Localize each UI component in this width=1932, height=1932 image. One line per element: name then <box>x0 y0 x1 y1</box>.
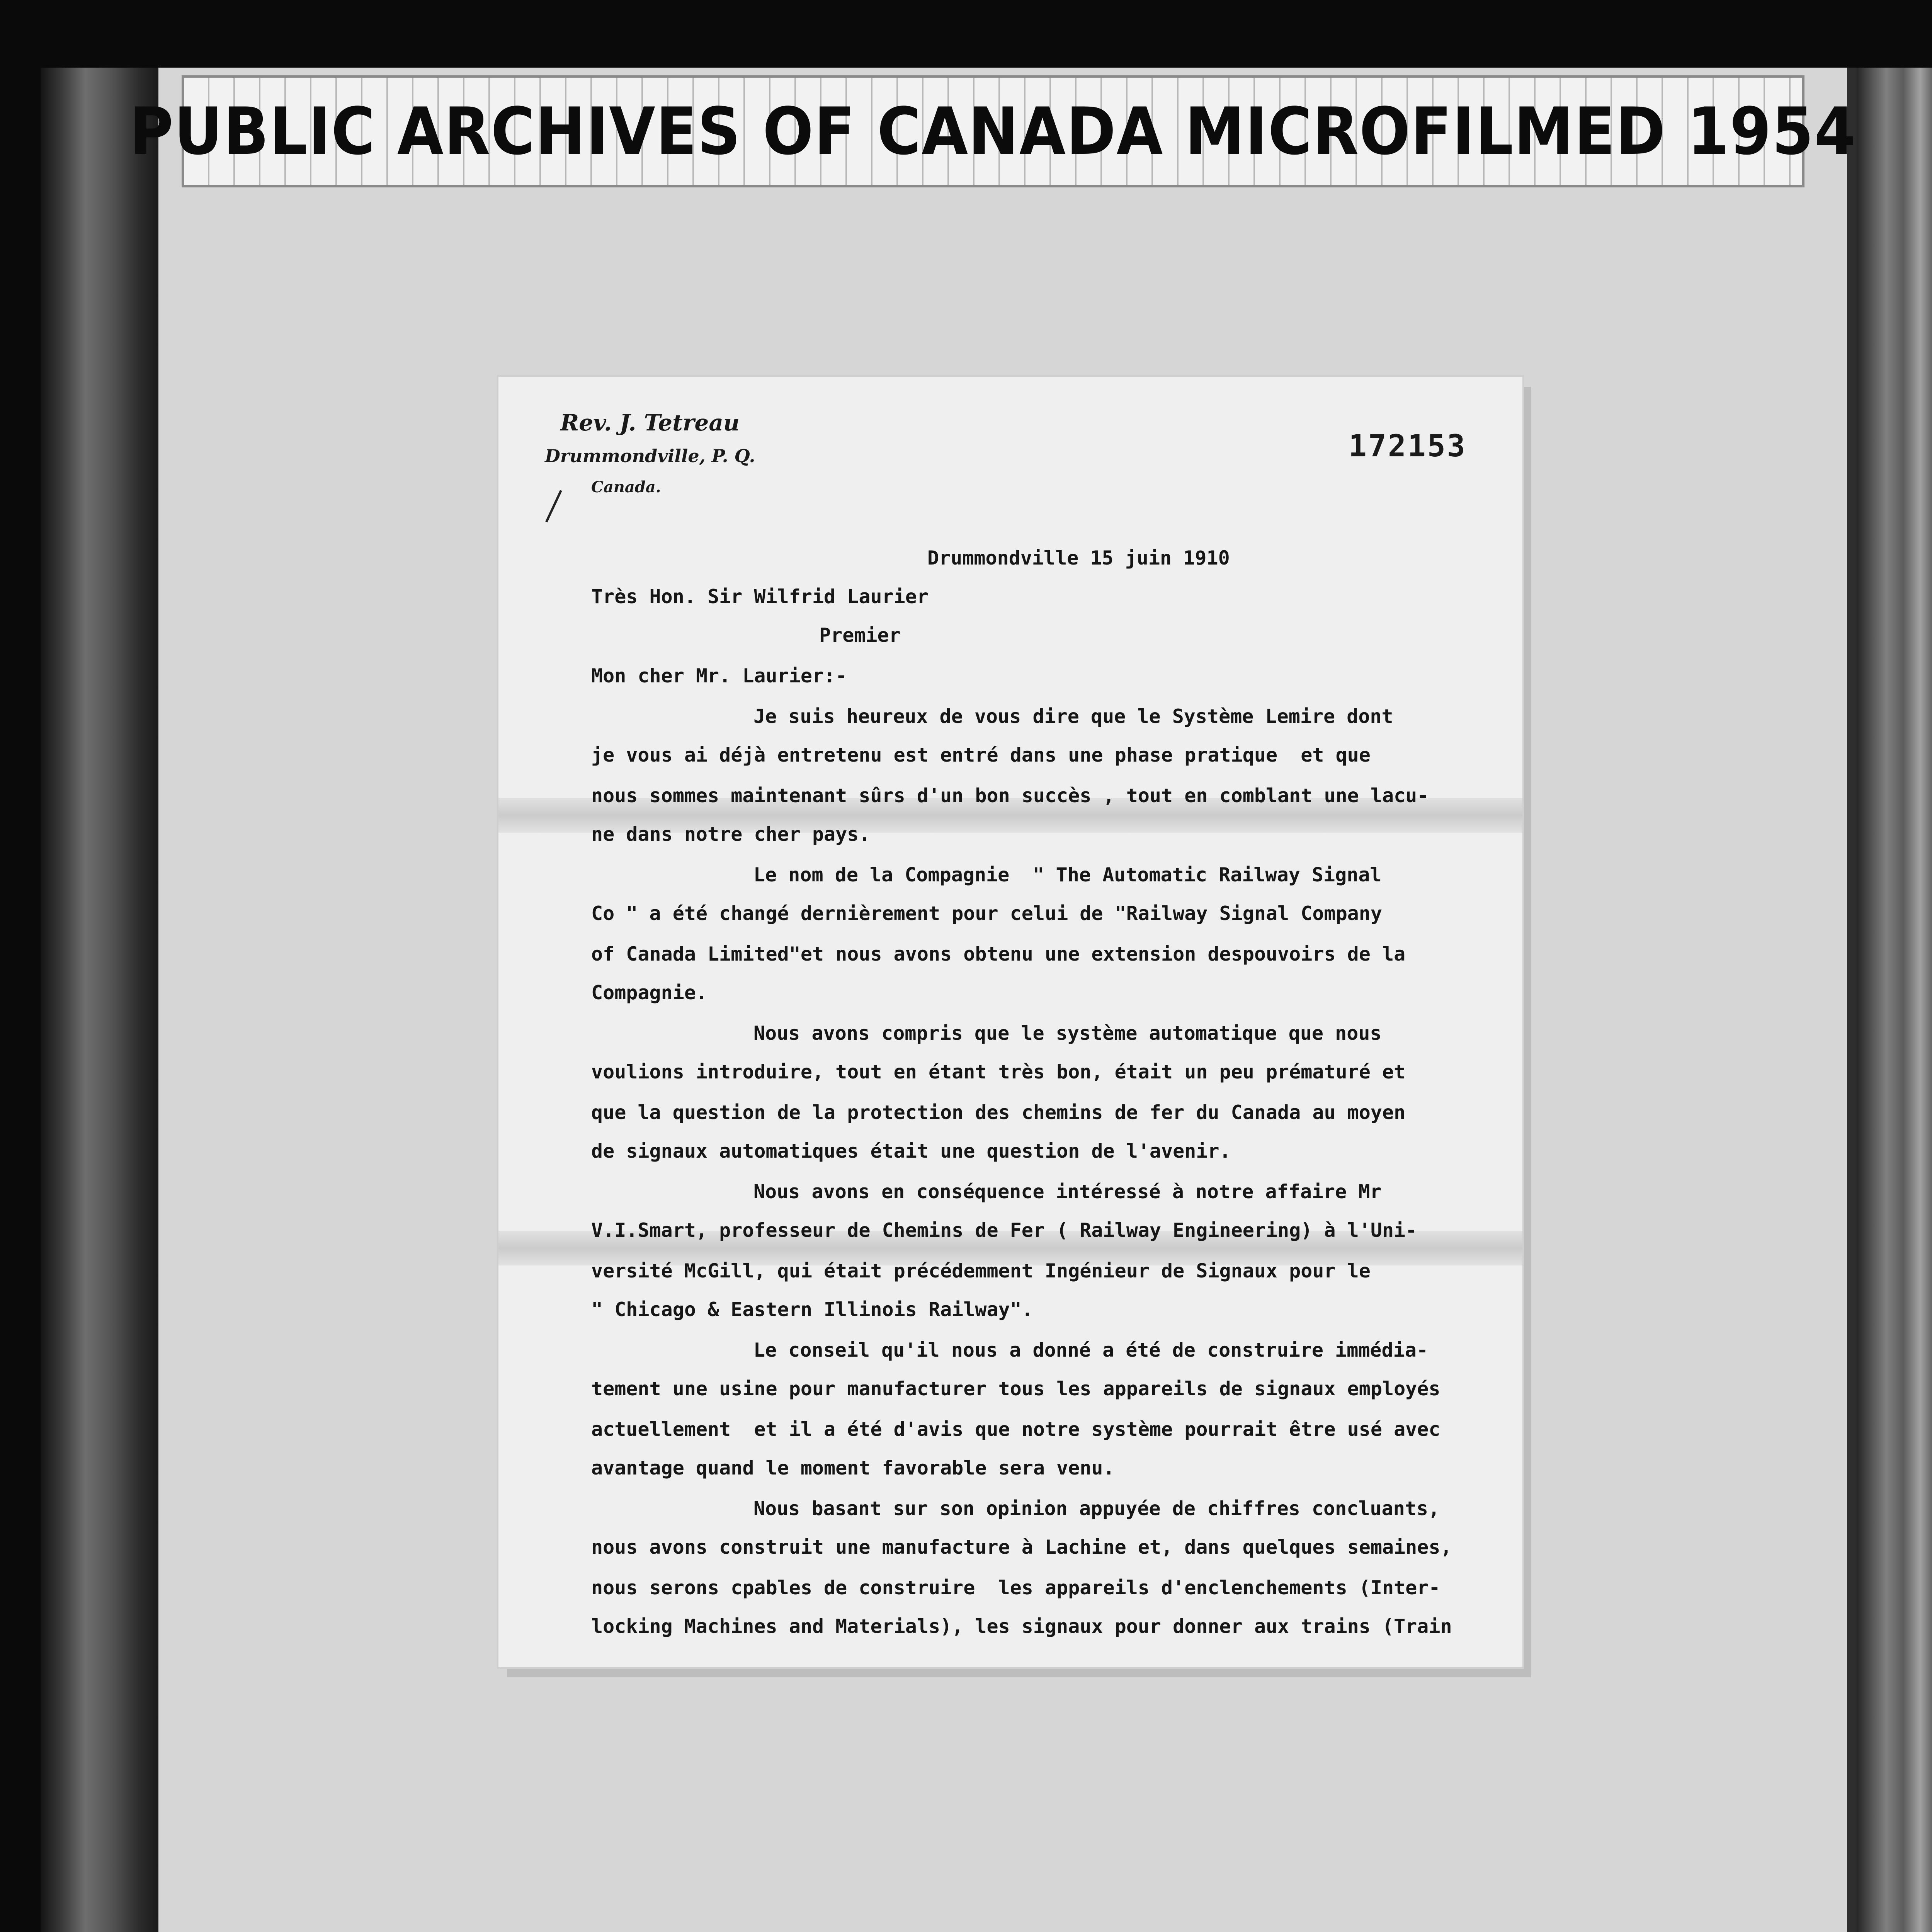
document-number: 172153 <box>1349 429 1467 464</box>
letter-line: actuellement et il a été d'avis que notre système pourrait être usé avec <box>591 1418 1440 1440</box>
letterhead-place: Drummondville, P. Q. <box>545 446 755 466</box>
letterhead-country: Canada. <box>591 478 661 496</box>
letter-page <box>498 377 1522 1667</box>
letter-line: voulions introduire, tout en étant très bon, était un peu prématuré et <box>591 1061 1406 1083</box>
letter-line: locking Machines and Materials), les signaux pour donner aux trains (Train <box>591 1615 1452 1638</box>
film-edge-left <box>41 68 158 1932</box>
letter-line: Je suis heureux de vous dire que le Système Lemire dont <box>753 705 1393 728</box>
letter-line: Nous avons en conséquence intéressé à notre affaire Mr <box>753 1180 1382 1203</box>
letter-line: " Chicago & Eastern Illinois Railway". <box>591 1298 1033 1321</box>
letter-line: Le conseil qu'il nous a donné a été de construire immédia- <box>753 1339 1428 1361</box>
letter-line: Co " a été changé dernièrement pour celui de "Railway Signal Company <box>591 902 1382 925</box>
letter-line: Nous basant sur son opinion appuyée de chiffres concluants, <box>753 1497 1440 1520</box>
letter-line: of Canada Limited"et nous avons obtenu une extension despouvoirs de la <box>591 943 1406 965</box>
letter-line: versité McGill, qui était précédemment Ingénieur de Signaux pour le <box>591 1260 1371 1282</box>
letter-line: je vous ai déjà entretenu est entré dans une phase pratique et que <box>591 744 1371 766</box>
date-line: Drummondville 15 juin 1910 <box>927 547 1230 569</box>
letter-line: Compagnie. <box>591 981 708 1004</box>
letter-line: Mon cher Mr. Laurier:- <box>591 665 847 687</box>
letter-line: Nous avons compris que le système automatique que nous <box>753 1022 1382 1044</box>
letterhead <box>545 412 755 495</box>
letter-line: nous serons cpables de construire les appareils d'enclenchements (Inter- <box>591 1577 1440 1599</box>
letter-line: nous avons construit une manufacture à Lachine et, dans quelques semaines, <box>591 1536 1452 1558</box>
archive-header-banner <box>129 75 1857 187</box>
letter-line: que la question de la protection des chemins de fer du Canada au moyen <box>591 1101 1406 1124</box>
letter-line: de signaux automatiques était une question de l'avenir. <box>591 1140 1231 1162</box>
letter-line: avantage quand le moment favorable sera venu. <box>591 1457 1115 1479</box>
letter-line: ne dans notre cher pays. <box>591 823 871 845</box>
letter-line: nous sommes maintenant sûrs d'un bon succès , tout en comblant une lacu- <box>591 784 1429 807</box>
letter-line: tement une usine pour manufacturer tous les appareils de signaux employés <box>591 1378 1440 1400</box>
letterhead-name: Rev. J. Tetreau <box>560 410 740 436</box>
letter-line: Premier <box>819 624 901 646</box>
letter-line: Le nom de la Compagnie " The Automatic Railway Signal <box>753 864 1382 886</box>
film-edge-right <box>1857 68 1932 1932</box>
archive-header-text: PUBLIC ARCHIVES OF CANADA MICROFILMED 1954 <box>129 94 1857 169</box>
letter-line: Très Hon. Sir Wilfrid Laurier <box>591 585 929 608</box>
letter-line: V.I.Smart, professeur de Chemins de Fer ( Railway Engineering) à l'Uni- <box>591 1219 1417 1242</box>
